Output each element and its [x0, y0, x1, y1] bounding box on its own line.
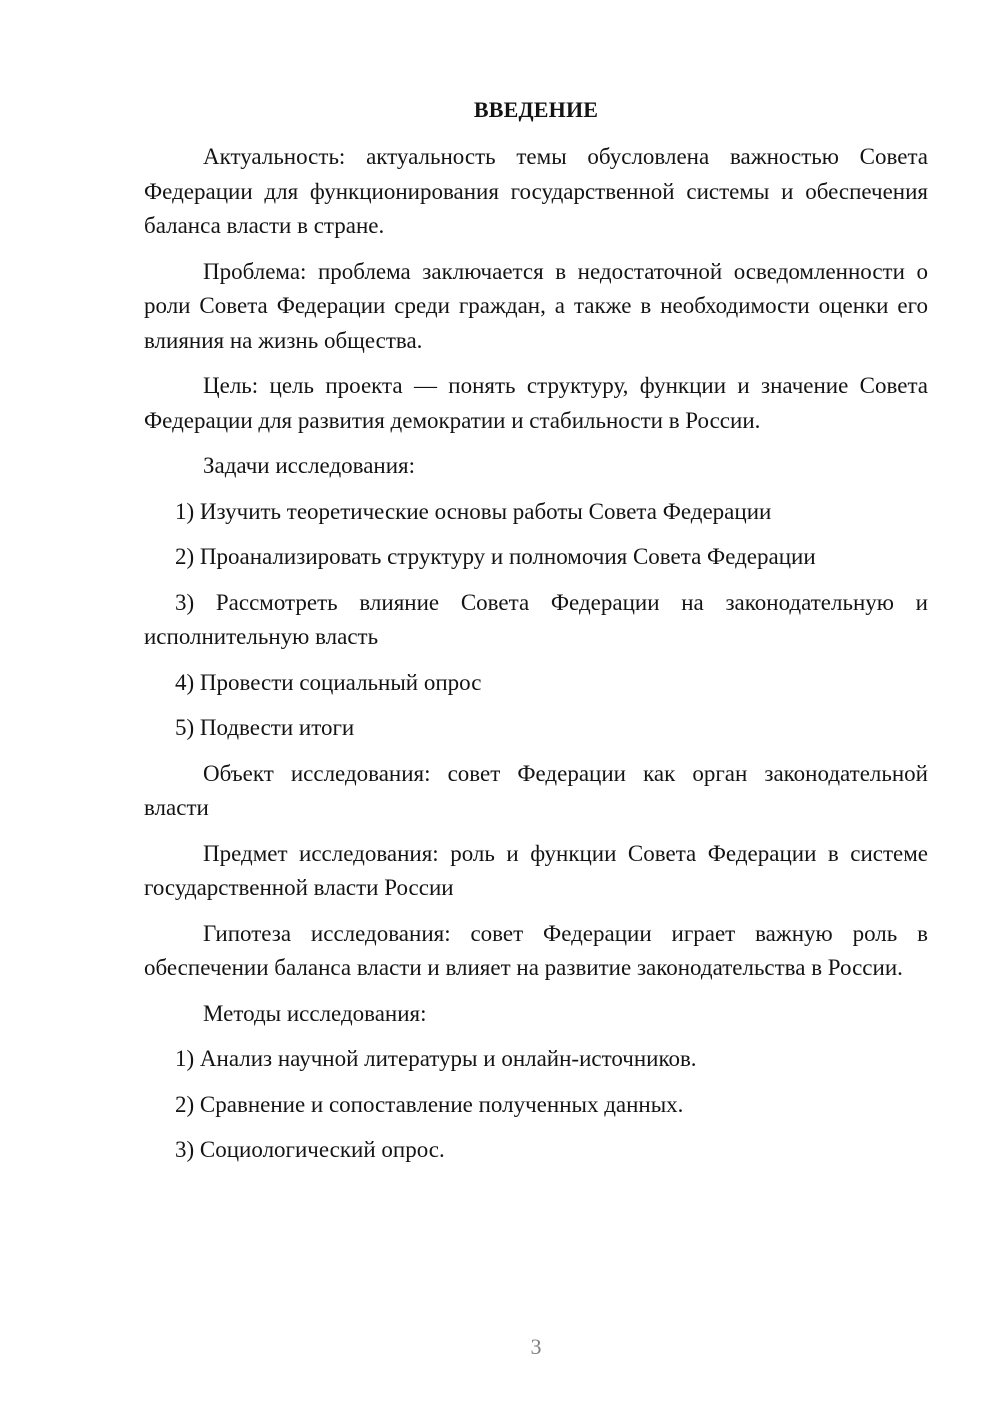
task-item: 3) Рассмотреть влияние Совета Федерации на законодательную и исполнительную власть	[144, 589, 928, 649]
section-title: ВВЕДЕНИЕ	[473, 97, 599, 122]
methods-heading: Методы исследования:	[203, 1000, 427, 1026]
method-item: 1) Анализ научной литературы и онлайн-источников.	[175, 1046, 697, 1071]
task-item: 1) Изучить теоретические основы работы Совета Федерации	[175, 498, 772, 524]
task-item: 4) Провести социальный опрос	[175, 669, 482, 695]
method-item: 3) Социологический опрос.	[175, 1137, 445, 1162]
text-column	[144, 92, 928, 1179]
hypothesis-paragraph: Гипотеза исследования: совет Федерации играет важную роль в обеспечении баланса власти и влияет на развитие законодательства в России.	[144, 920, 928, 980]
tasks-heading: Задачи исследования:	[203, 453, 416, 478]
problem-paragraph: Проблема: проблема заключается в недостаточной осведомленности о роли Совета Федерации среди граждан, а также в необходимости оценки его влияния на жизнь общества.	[144, 258, 928, 353]
task-item: 5) Подвести итоги	[175, 715, 355, 740]
object-paragraph: Объект исследования: совет Федерации как орган законодательной власти	[144, 760, 928, 820]
task-item: 2) Проанализировать структуру и полномочия Совета Федерации	[175, 544, 816, 569]
goal-paragraph: Цель: цель проекта — понять структуру, функции и значение Совета Федерации для развития демократии и стабильности в России.	[144, 373, 928, 433]
relevance-paragraph: Актуальность: актуальность темы обусловлена важностью Совета Федерации для функционирования государственной системы и обеспечения баланса власти в стране.	[144, 144, 928, 238]
page-number: 3	[530, 1334, 542, 1359]
subject-paragraph: Предмет исследования: роль и функции Совета Федерации в системе государственной власти России	[144, 840, 928, 900]
method-item: 2) Сравнение и сопоставление полученных данных.	[175, 1091, 684, 1117]
